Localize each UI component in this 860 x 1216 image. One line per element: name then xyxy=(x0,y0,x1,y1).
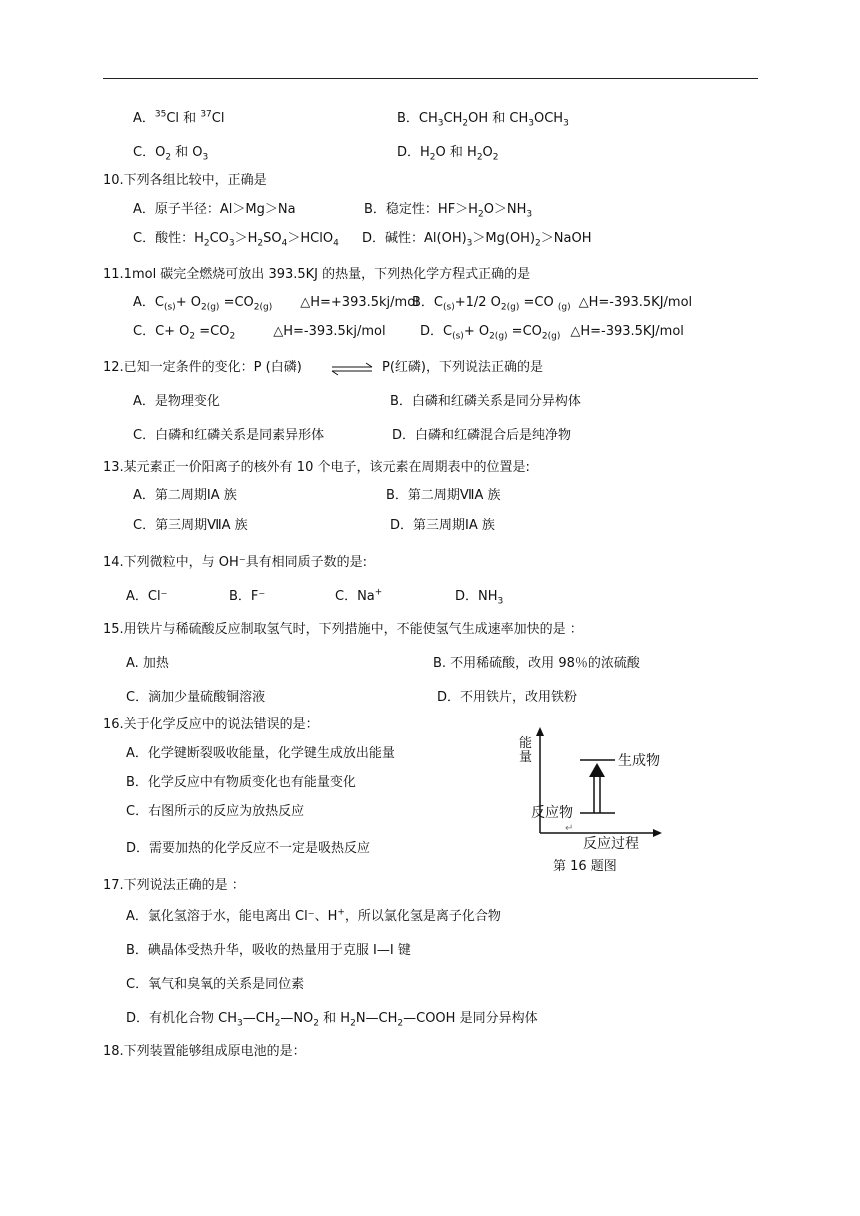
q12-option-b: B．白磷和红磷关系是同分异构体 xyxy=(390,394,581,409)
q14-option-a: A．Cl⁻ xyxy=(126,589,168,604)
q15-option-d: D．不用铁片，改用铁粉 xyxy=(437,690,578,705)
figure-caption: 第 16 题图 xyxy=(553,859,617,874)
q9-option-c: C．$O_2$ 和 $O_3$ xyxy=(133,145,209,163)
reactant-label: 反应物 xyxy=(531,805,573,821)
q13-option-a: A．第二周期ⅠA 族 xyxy=(133,488,237,503)
q14-option-c: C．Na+ xyxy=(335,587,383,604)
q13-option-b: B．第二周期ⅦA 族 xyxy=(386,488,501,503)
q15-option-c: C．滴加少量硫酸铜溶液 xyxy=(126,690,266,705)
q9-option-b: B．$CH_3CH_2OH$ 和 $CH_3OCH_3$ xyxy=(397,111,569,129)
q14-stem: 14.下列微粒中，与 OH⁻具有相同质子数的是: xyxy=(103,555,368,570)
q16-stem: 16.关于化学反应中的说法错误的是： xyxy=(103,717,319,732)
energy-diagram xyxy=(505,725,675,875)
q18-stem: 18.下列装置能够组成原电池的是： xyxy=(103,1044,306,1059)
y-axis-label-2: 量 xyxy=(519,750,533,765)
q17-option-c: C．氧气和臭氧的关系是同位素 xyxy=(126,977,305,992)
q9-option-a: A．$^{35}$Cl 和 $^{37}$Cl xyxy=(133,109,225,126)
q14-option-b: B．F⁻ xyxy=(229,589,266,604)
q12-option-d: D．白磷和红磷混合后是纯净物 xyxy=(392,428,572,443)
q17-stem: 17.下列说法正确的是 ： xyxy=(103,878,245,893)
equilibrium-arrow-icon xyxy=(330,362,374,376)
up-arrow-icon xyxy=(589,763,605,777)
q11-stem: 11.1mol 碳完全燃烧可放出 393.5KJ 的热量，下列热化学方程式正确的是 xyxy=(103,267,531,282)
q16-option-d: D．需要加热的化学反应不一定是吸热反应 xyxy=(126,841,371,856)
q12-stem-left: 12.已知一定条件的变化：P (白磷) xyxy=(103,360,302,375)
q12-stem-right: P(红磷)，下列说法正确的是 xyxy=(382,360,543,375)
product-label: 生成物 xyxy=(618,753,660,769)
q13-stem: 13.某元素正一价阳离子的核外有 10 个电子，该元素在周期表中的位置是: xyxy=(103,460,530,475)
q10-stem: 10.下列各组比较中，正确是 xyxy=(103,173,267,188)
q17-option-d: D．有机化合物 $CH_3—CH_2—NO_2$ 和 $H_2N—CH_2—COOH$ 是同分异构体 xyxy=(126,1011,538,1029)
q12-option-a: A．是物理变化 xyxy=(133,394,220,409)
q16-option-c: C．右图所示的反应为放热反应 xyxy=(126,804,305,819)
y-axis-label-1: 能 xyxy=(519,736,533,751)
header-rule xyxy=(103,78,758,79)
q17-option-a: A．氯化氢溶于水，能电离出 Cl⁻、H+，所以氯化氢是离子化合物 xyxy=(126,907,501,924)
q10-option-d: D．碱性：$Al(OH)_3>Mg(OH)_2>NaOH$ xyxy=(362,231,592,249)
q16-option-b: B．化学反应中有物质变化也有能量变化 xyxy=(126,775,356,790)
q10-option-b: B．稳定性：$HF>H_2O>NH_3$ xyxy=(364,202,533,220)
x-axis-label: 反应过程 xyxy=(583,836,639,852)
q9-option-d: D．$H_2O$ 和 $H_2O_2$ xyxy=(397,145,499,163)
q11-option-d: D．$C_{(s)}+ O_{2(g)} =CO_{2(g)}$ △H=-393.5KJ/mol xyxy=(420,324,684,342)
q13-option-d: D．第三周期ⅠA 族 xyxy=(390,518,495,533)
q11-option-b: B．$C_{(s)}+1/2$ $O_{2(g)} =CO$ $_{(g)}$ △H=-393.5KJ/mol xyxy=(412,295,693,313)
origin-mark: ↵ xyxy=(565,823,574,834)
q14-option-d: D．$NH_3$ xyxy=(455,589,504,607)
y-axis-arrow-icon xyxy=(536,727,544,736)
q10-option-a: A．原子半径：Al＞Mg＞Na xyxy=(133,202,296,217)
q10-option-c: C．酸性：$H_2CO_3>H_2SO_4>HClO_4$ xyxy=(133,231,339,249)
q13-option-c: C．第三周期ⅦA 族 xyxy=(133,518,248,533)
q15-option-b: B. 不用稀硫酸，改用 98％的浓硫酸 xyxy=(433,656,640,671)
q11-option-c: C．$C+ O_2 =CO_2$ △H=-393.5kj/mol xyxy=(133,324,386,342)
q15-option-a: A. 加热 xyxy=(126,656,169,671)
q12-option-c: C．白磷和红磷关系是同素异形体 xyxy=(133,428,325,443)
q15-stem: 15.用铁片与稀硫酸反应制取氢气时，下列措施中，不能使氢气生成速率加快的是 ： xyxy=(103,622,583,637)
x-axis-arrow-icon xyxy=(653,829,662,837)
q11-option-a: A．$C_{(s)}+ O_{2(g)} =CO_{2(g)}$ △H=+393.5kj/mol xyxy=(133,295,419,313)
q16-option-a: A．化学键断裂吸收能量，化学键生成放出能量 xyxy=(126,746,395,761)
q17-option-b: B．碘晶体受热升华，吸收的热量用于克服 I—I 键 xyxy=(126,943,411,958)
